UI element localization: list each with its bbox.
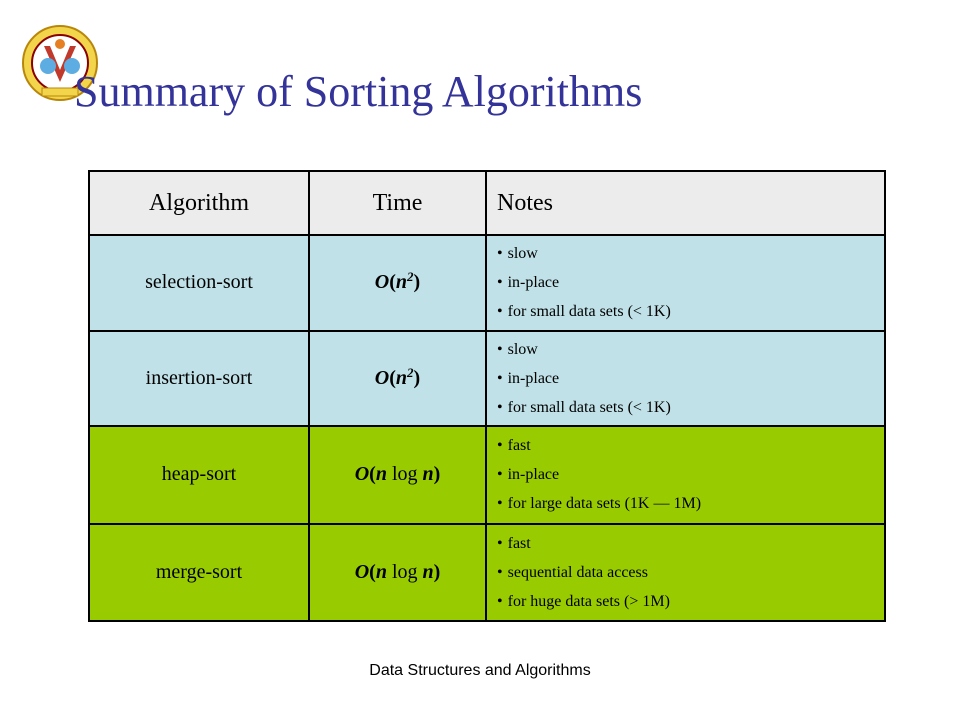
- table-header-row: [89, 171, 885, 235]
- table-row: [89, 235, 885, 330]
- table-row: [89, 524, 885, 621]
- note-item: • fast: [497, 529, 884, 558]
- note-item: • in-place: [497, 364, 884, 393]
- notes-cell: [486, 524, 885, 621]
- note-item: • for small data sets (< 1K): [497, 297, 884, 326]
- algorithm-name: heap-sort: [89, 426, 309, 523]
- header-notes: Notes: [486, 171, 885, 235]
- algorithm-name: selection-sort: [89, 235, 309, 330]
- slide-footer: Data Structures and Algorithms: [369, 662, 591, 679]
- note-item: • for huge data sets (> 1M): [497, 587, 884, 616]
- note-item: • fast: [497, 431, 884, 460]
- notes-cell: [486, 331, 885, 426]
- note-item: • in-place: [497, 268, 884, 297]
- note-item: • sequential data access: [497, 558, 884, 587]
- note-item: • for small data sets (< 1K): [497, 393, 884, 422]
- note-item: • for large data sets (1K — 1M): [497, 489, 884, 518]
- sorting-summary-table: [88, 170, 886, 622]
- notes-cell: [486, 426, 885, 523]
- header-algorithm: Algorithm: [89, 171, 309, 235]
- time-complexity: O(n log n): [309, 524, 486, 621]
- table-row: [89, 426, 885, 523]
- note-item: • slow: [497, 239, 884, 268]
- time-complexity: $O(n^2)$: [309, 331, 486, 426]
- notes-cell: [486, 235, 885, 330]
- note-item: • in-place: [497, 460, 884, 489]
- slide-title: Summary of Sorting Algorithms: [74, 67, 643, 116]
- note-item: • slow: [497, 335, 884, 364]
- table-row: [89, 331, 885, 426]
- time-complexity: $O(n^2)$: [309, 235, 486, 330]
- time-complexity: O(n log n): [309, 426, 486, 523]
- algorithm-name: insertion-sort: [89, 331, 309, 426]
- header-time: Time: [309, 171, 486, 235]
- algorithm-name: merge-sort: [89, 524, 309, 621]
